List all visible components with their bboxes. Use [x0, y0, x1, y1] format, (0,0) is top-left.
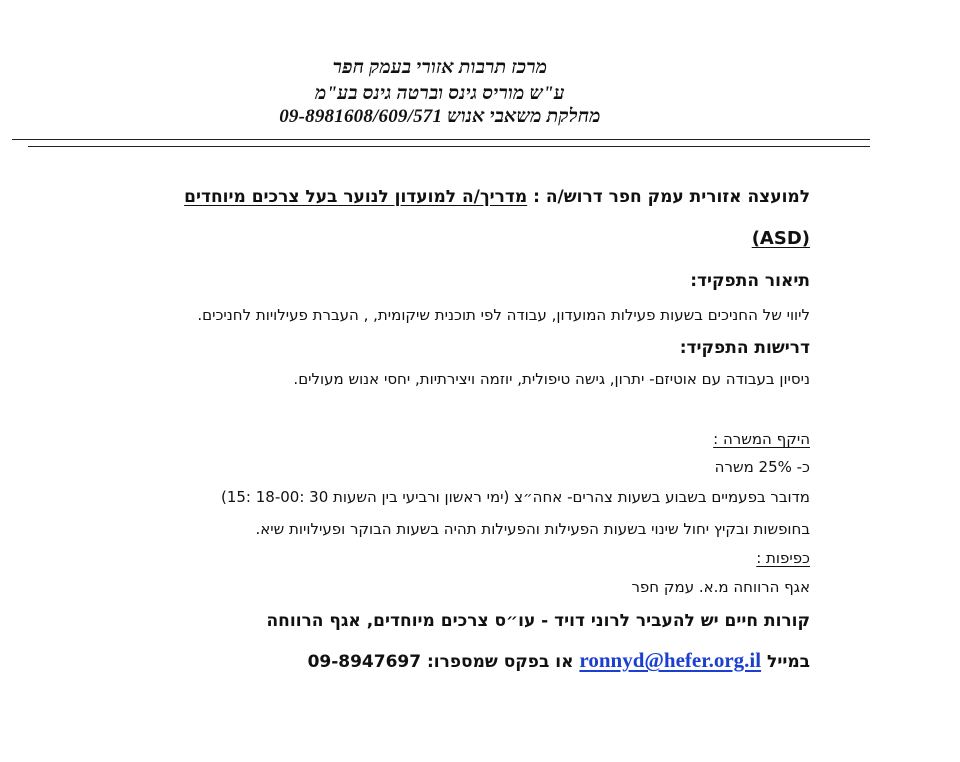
- header-divider-top: [12, 139, 870, 140]
- requirements-text: ניסיון בעבודה עם אוטיזם- יתרון, גישה טיפולית, יוזמה ויצירתיות, יחסי אנוש מעולים.: [293, 370, 810, 388]
- hr-department-phone: מחלקת משאבי אנוש 09-8981608/609/571: [279, 106, 601, 127]
- reporting-text: אגף הרווחה מ.א. עמק חפר: [631, 578, 810, 596]
- position-title: מדריך/ה למועדון לנוער בעל צרכים מיוחדים: [184, 187, 528, 207]
- org-name: מרכז תרבות אזורי בעמק חפר: [332, 57, 548, 78]
- contact-instructions: קורות חיים יש להעביר לרוני דויד - עו״ס צרכים מיוחדים, אגף הרווחה: [266, 611, 810, 631]
- scope-schedule: מדובר בפעמיים בשבוע בשעות צהרים- אחה״צ (ימי ראשון ורביעי בין השעות 30 :18-00 :15): [220, 488, 810, 506]
- requirements-heading: דרישות התפקיד:: [679, 338, 810, 358]
- contact-methods: [60, 648, 810, 673]
- header-divider-bottom: [28, 146, 870, 147]
- role-description-heading: תיאור התפקיד:: [690, 271, 810, 291]
- position-tag-line: [60, 228, 810, 249]
- role-description-text: ליווי של החניכים בשעות פעילות המועדון, עבודה לפי תוכנית שיקומית, , העברת פעילויות לחניכים.: [197, 306, 810, 324]
- position-tag: (ASD): [751, 228, 810, 249]
- scope-percent: כ- 25% משרה: [714, 458, 810, 476]
- employer-label: למועצה אזורית עמק חפר דרוש/ה :: [533, 187, 810, 207]
- email-prefix: במייל: [767, 652, 810, 672]
- reporting-heading: כפיפות :: [756, 549, 810, 567]
- scope-heading: היקף המשרה :: [713, 430, 810, 448]
- org-legal-name: ע"ש מוריס גינס וברטה גינס בע"מ: [315, 83, 565, 104]
- scope-vacation-note: בחופשות ובקיץ יחול שינוי בשעות הפעילות והפעילות תהיה בשעות הבוקר ופעילויות שיא.: [255, 520, 810, 538]
- job-title-line: [60, 186, 810, 208]
- email-link[interactable]: ronnyd@hefer.org.il: [579, 648, 762, 672]
- fax-number: או בפקס שמספרו: 09-8947697: [307, 652, 574, 672]
